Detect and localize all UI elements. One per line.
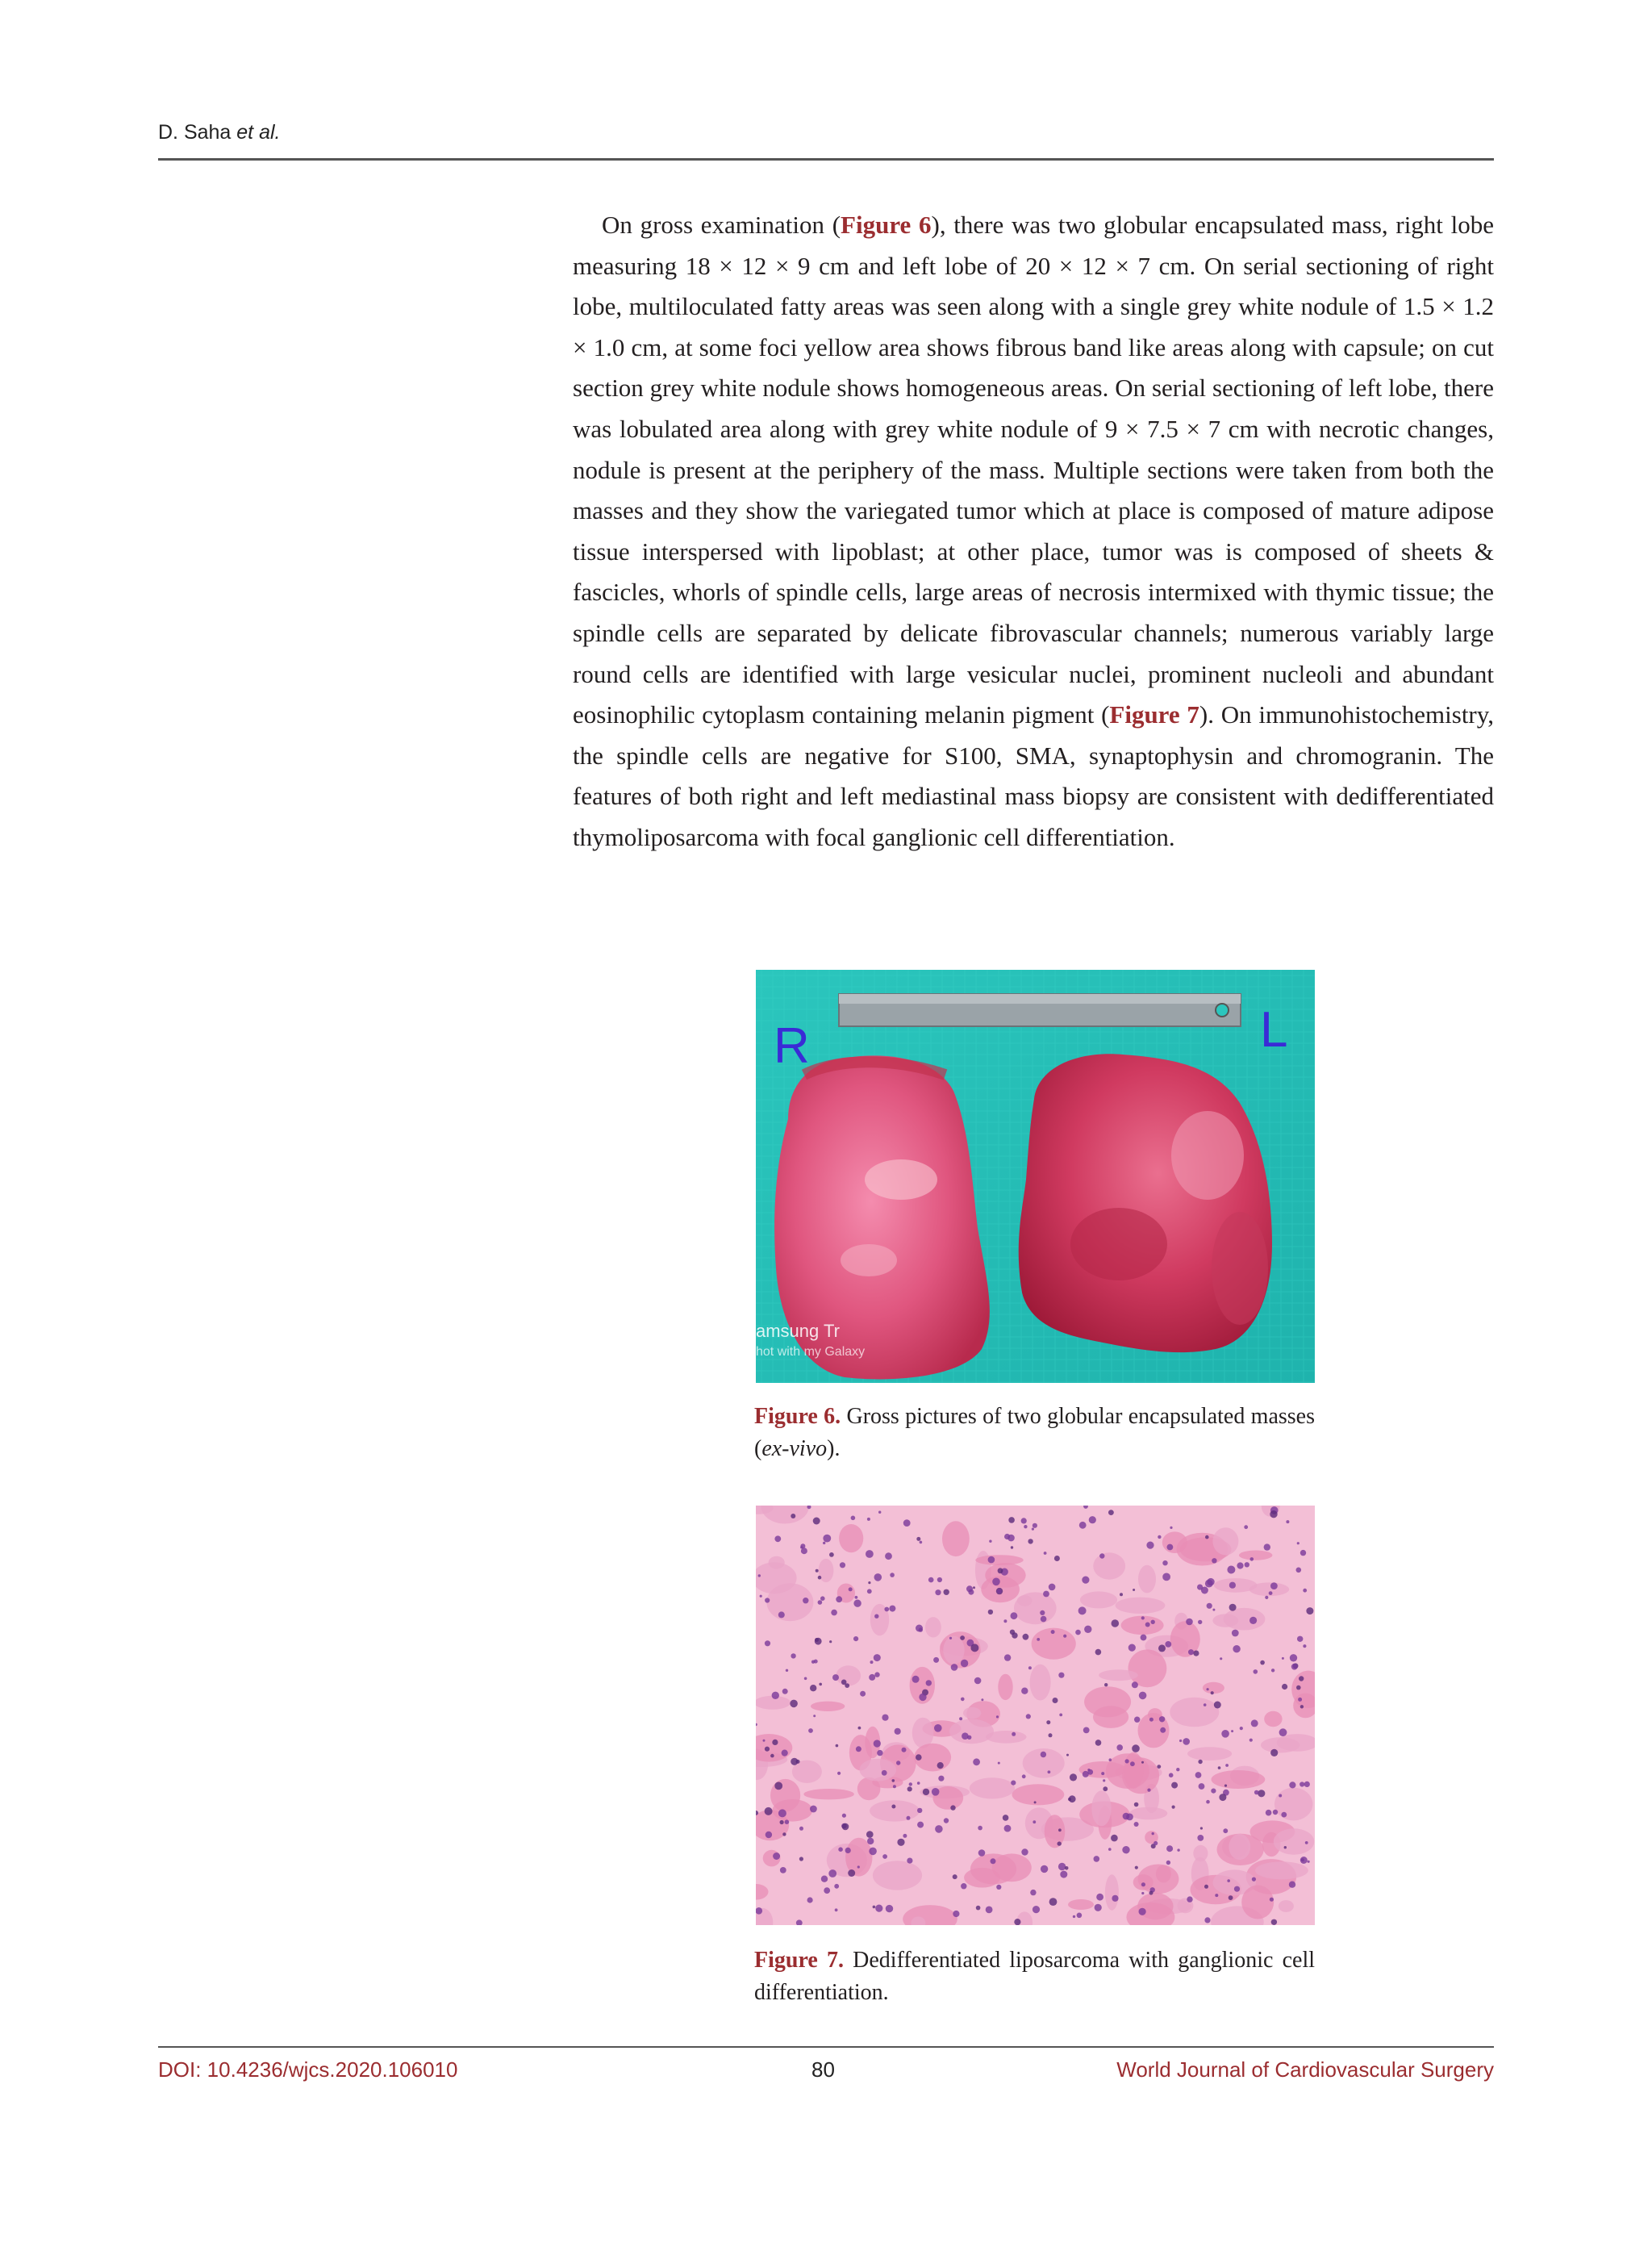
body-text-2: ), there was two globular encapsulated mass, right lobe measuring 18 × 12 × 9 cm and left lobe of 20 × 12 × 7 cm. On serial sectioning of right lobe, multiloculated fatty areas was seen along with a single grey white nodule of 1.5 × 1.2 × 1.0 cm, at some foci yellow area shows fibrous band like areas along with capsule; on cut section grey white nodule shows homogeneous areas. On serial sectioning of left lobe, there was lobulated area along with grey white nodule of 9 × 7.5 × 7 cm with necrotic changes, nodule is present at the periphery of the mass. Multiple sections were taken from both the masses and they show the variegated tumor which at place is composed of mature adipose tissue interspersed with lipoblast; at other place, tumor was is composed of sheets & fascicles, whorls of spindle cells, large areas of necrosis intermixed with thymic tissue; the spindle cells are separated by delicate fibrovascular channels; numerous variably large round cells are identified with large vesicular nuclei, prominent nucleoli and abundant eosinophilic cytoplasm containing melanin pigment ( xyxy=(573,211,1495,729)
figure-6-caption-text: Gross pictures of two globular encapsulated masses ( xyxy=(754,1404,1315,1461)
page-number: 80 xyxy=(811,2057,835,2082)
figure-6-label-r: R xyxy=(774,1018,810,1074)
watermark-line-1: amsung Tr xyxy=(756,1321,840,1341)
watermark-line-2: hot with my Galaxy xyxy=(756,1345,866,1359)
figure-7-link[interactable]: Figure 7 xyxy=(1109,700,1199,729)
footer-doi[interactable]: DOI: 10.4236/wjcs.2020.106010 xyxy=(158,2057,458,2082)
figure-6-label-l: L xyxy=(1260,1002,1288,1058)
figure-6-link[interactable]: Figure 6 xyxy=(841,211,932,239)
body-paragraph xyxy=(573,205,1494,858)
figure-7-image xyxy=(756,1506,1315,1925)
running-header-author xyxy=(158,121,280,144)
body-text-1: On gross examination ( xyxy=(602,211,841,239)
footer-rule xyxy=(158,2046,1494,2048)
footer-journal-name[interactable]: World Journal of Cardiovascular Surgery xyxy=(1116,2057,1494,2082)
figure-6-image xyxy=(756,970,1315,1383)
figure-7-caption-label: Figure 7. xyxy=(754,1948,844,1973)
author-etal: et al. xyxy=(236,121,281,144)
figure-6-caption-italic: ex-vivo xyxy=(761,1436,828,1461)
header-rule xyxy=(158,158,1494,161)
figure-7-caption-text: Dedifferentiated liposarcoma with ganglionic cell differentiation. xyxy=(754,1948,1316,2005)
author-name: D. Saha xyxy=(158,121,237,144)
figure-6-caption-end: ). xyxy=(827,1436,841,1461)
figure-6-caption xyxy=(754,1401,1315,1465)
figure-7-caption xyxy=(754,1944,1315,2009)
figure-6-caption-label: Figure 6. xyxy=(754,1404,841,1429)
body-text-3: ). On immunohistochemistry, the spindle cells are negative for S100, SMA, synaptophysin and chromogranin. The features of both right and left mediastinal mass biopsy are consistent with dedifferentiated thymoliposarcoma with focal ganglionic cell differentiation. xyxy=(573,700,1494,851)
ruler xyxy=(839,994,1241,1026)
